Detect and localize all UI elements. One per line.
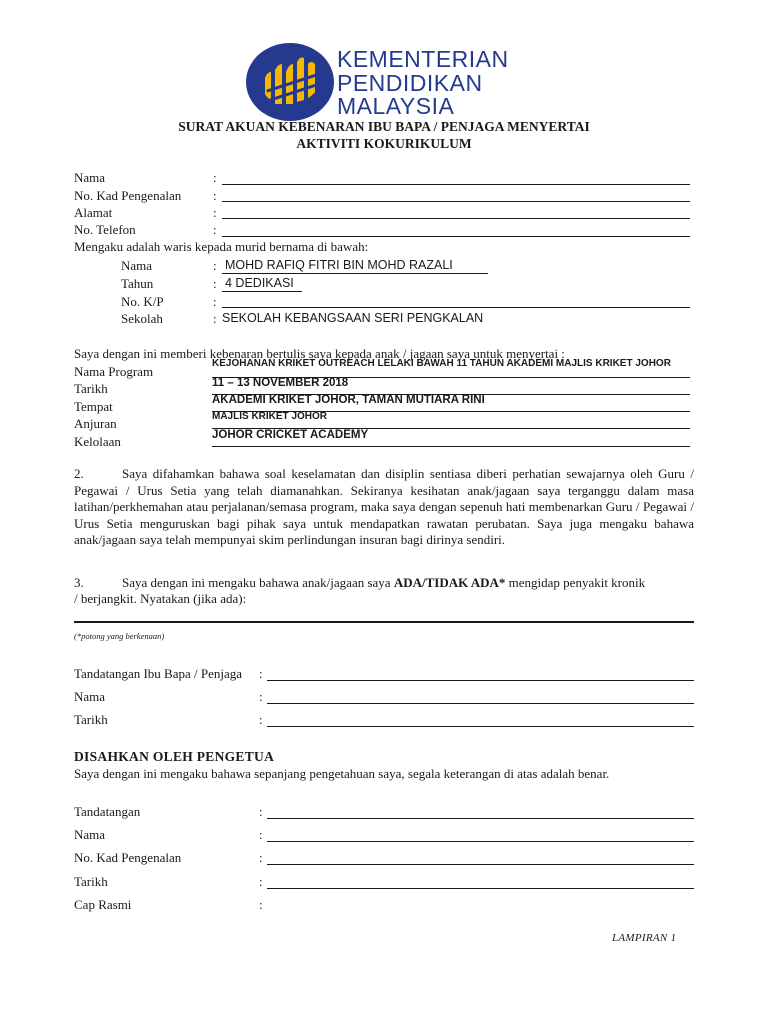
principal-signature-label: Tandatangan	[74, 804, 141, 819]
program-manager-value: JOHOR CRICKET ACADEMY	[212, 429, 369, 441]
colon: :	[259, 827, 263, 842]
program-date-value: 11 – 13 NOVEMBER 2018	[212, 377, 349, 389]
parent-sign-name-label: Nama	[74, 689, 106, 704]
student-year-label: Tahun	[121, 276, 154, 291]
lampiran-label: LAMPIRAN 1	[612, 932, 677, 944]
program-manager-label: Kelolaan	[74, 434, 121, 449]
student-name-value: MOHD RAFIQ FITRI BIN MOHD RAZALI	[225, 258, 453, 272]
guardian-statement: Mengaku adalah waris kepada murid bernama di bawah:	[74, 239, 369, 254]
principal-name-label: Nama	[74, 827, 106, 842]
section2-paragraph: Saya difahamkan bahawa soal keselamatan dan disiplin sentiasa diberi perhatian sewajarnya oleh Guru / Pegawai / Urus Setia yang telah diamanahkan. Sekiranya kesihatan anak/jagaan saya terganggu dalam masa latihan/perkhemahan atau perjalanan/semasa program, maka saya dengan sepenuh hati membenarkan Guru / Pegawai / Urus Setia menguruskan bagi pihak saya untuk mendapatkan rawatan perubatan. Saya juga mengaku bahawa anak/jagaan saya telah mempunyai skim perlindungan insuran bagi dirinya sendiri.	[74, 466, 694, 547]
logo-line-pendidikan: PENDIDIKAN	[337, 70, 483, 96]
colon: :	[213, 294, 217, 309]
principal-ic-field[interactable]	[267, 864, 694, 865]
permission-intro: Saya dengan ini memberi kebenaran bertulis saya kepada anak / jagaan saya untuk menyertai :	[74, 346, 565, 361]
parent-address-label: Alamat	[74, 205, 113, 220]
colon: :	[213, 205, 217, 220]
footnote: (*potong yang berkenaan)	[74, 631, 165, 641]
program-name-label: Nama Program	[74, 364, 154, 379]
illness-details-field[interactable]	[74, 621, 694, 623]
parent-ic-label: No. Kad Pengenalan	[74, 188, 182, 203]
program-venue-label: Tempat	[74, 399, 113, 414]
parent-phone-field[interactable]	[222, 236, 690, 237]
colon: :	[213, 311, 217, 326]
colon: :	[213, 170, 217, 185]
principal-date-label: Tarikh	[74, 874, 108, 889]
parent-name-label: Nama	[74, 170, 106, 185]
parent-ic-field[interactable]	[222, 201, 690, 202]
parent-signature-label: Tandatangan Ibu Bapa / Penjaga	[74, 666, 243, 681]
parent-phone-label: No. Telefon	[74, 222, 136, 237]
program-manager-underline	[212, 446, 690, 447]
principal-date-field[interactable]	[267, 888, 694, 889]
colon: :	[259, 712, 263, 727]
program-name-value: KEJOHANAN KRIKET OUTREACH LELAKI BAWAH 11 TAHUN AKADEMI MAJLIS KRIKET JOHOR	[212, 358, 671, 369]
colon: :	[259, 689, 263, 704]
student-school-value: SEKOLAH KEBANGSAAN SERI PENGKALAN	[222, 311, 484, 325]
colon: :	[259, 804, 263, 819]
page-title-line2: AKTIVITI KOKURIKULUM	[296, 136, 472, 151]
colon: :	[213, 276, 217, 291]
colon: :	[213, 222, 217, 237]
section3-line1: Saya dengan ini mengaku bahawa anak/jagaan saya ADA/TIDAK ADA* mengidap penyakit kronik	[122, 575, 646, 590]
student-year-value: 4 DEDIKASI	[225, 276, 294, 290]
student-ic-field[interactable]	[222, 307, 690, 308]
page-title-line1: SURAT AKUAN KEBENARAN IBU BAPA / PENJAGA MENYERTAI	[178, 119, 590, 134]
student-name-underline	[222, 273, 488, 274]
principal-signature-field[interactable]	[267, 818, 694, 819]
program-organiser-label: Anjuran	[74, 416, 117, 431]
official-stamp-label: Cap Rasmi	[74, 897, 132, 912]
principal-heading: DISAHKAN OLEH PENGETUA	[74, 749, 275, 764]
logo-line-kementerian: KEMENTERIAN	[337, 46, 509, 72]
student-school-label: Sekolah	[121, 311, 163, 326]
program-date-label: Tarikh	[74, 381, 108, 396]
colon: :	[259, 666, 263, 681]
student-year-underline	[222, 291, 302, 292]
student-ic-label: No. K/P	[121, 294, 164, 309]
logo-line-malaysia: MALAYSIA	[337, 93, 455, 119]
section3-number: 3.	[74, 575, 84, 590]
colon: :	[213, 188, 217, 203]
parent-signature-field[interactable]	[267, 680, 694, 681]
program-organiser-value: MAJLIS KRIKET JOHOR	[212, 411, 328, 422]
principal-ic-label: No. Kad Pengenalan	[74, 850, 182, 865]
colon: :	[259, 850, 263, 865]
colon: :	[213, 258, 217, 273]
colon: :	[259, 874, 263, 889]
parent-address-field[interactable]	[222, 218, 690, 219]
parent-sign-name-field[interactable]	[267, 703, 694, 704]
parent-sign-date-label: Tarikh	[74, 712, 108, 727]
section2-number: 2.	[74, 466, 84, 481]
program-venue-value: AKADEMI KRIKET JOHOR, TAMAN MUTIARA RINI	[212, 394, 485, 406]
principal-name-field[interactable]	[267, 841, 694, 842]
parent-sign-date-field[interactable]	[267, 726, 694, 727]
kpm-logo-emblem	[245, 42, 335, 122]
parent-name-field[interactable]	[222, 184, 690, 185]
student-name-label: Nama	[121, 258, 153, 273]
colon: :	[259, 897, 263, 912]
section3-line2: / berjangkit. Nyatakan (jika ada):	[74, 591, 247, 606]
principal-statement: Saya dengan ini mengaku bahawa sepanjang pengetahuan saya, segala keterangan di atas adalah benar.	[74, 766, 610, 781]
